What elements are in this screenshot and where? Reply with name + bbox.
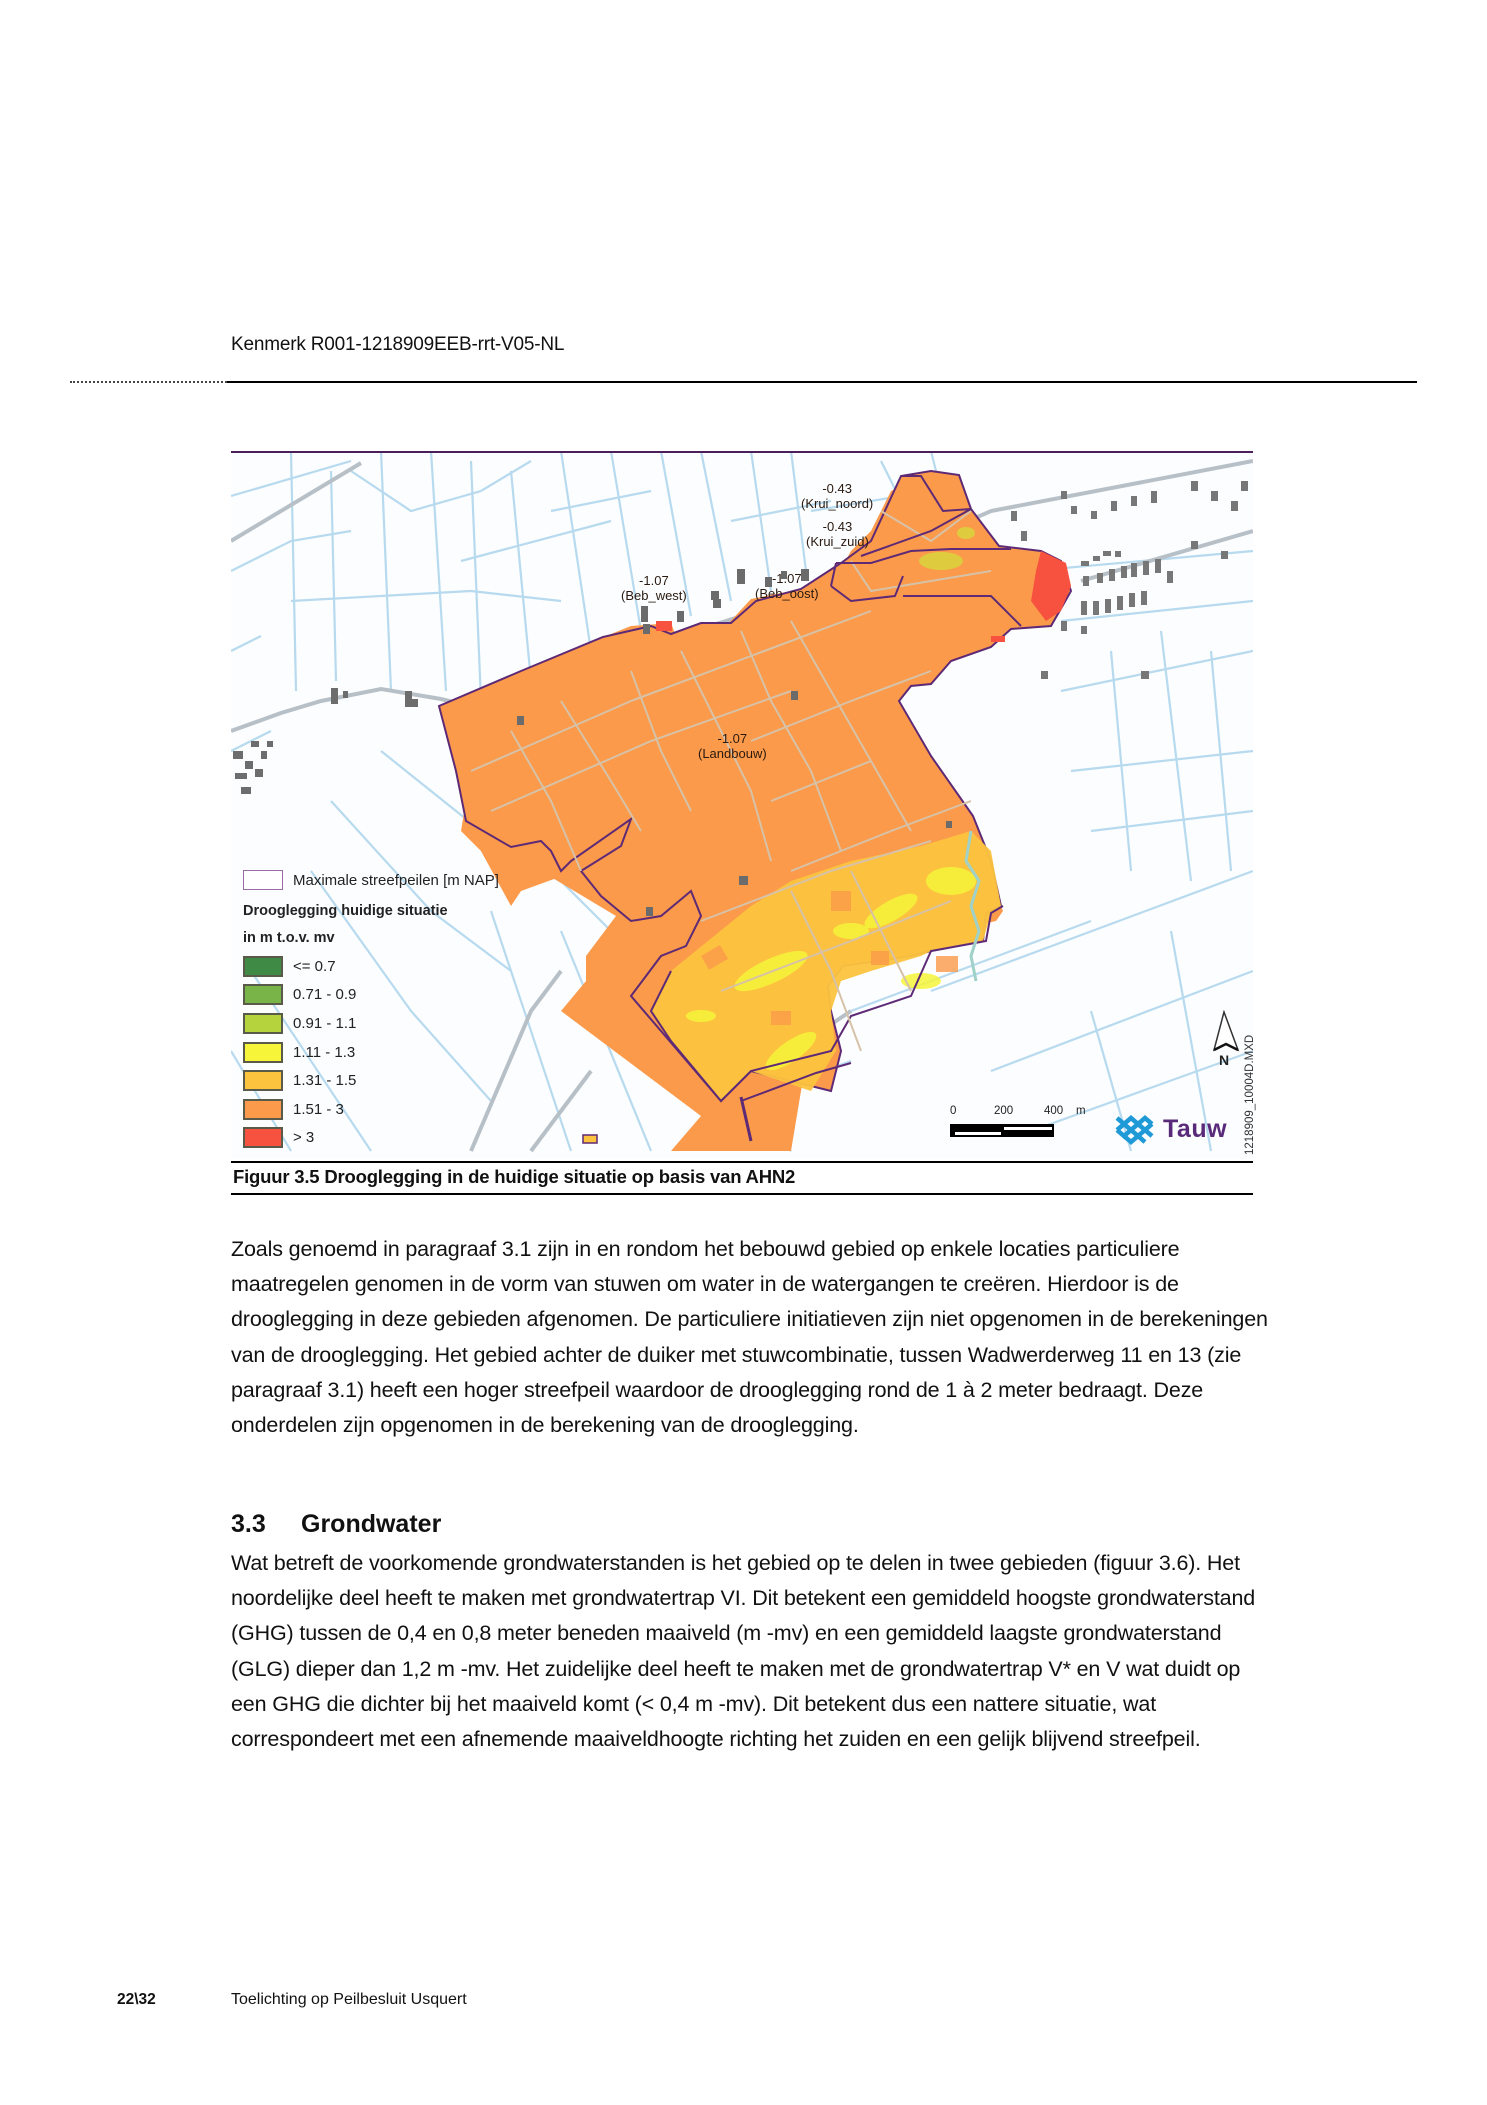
mxd-file-label: 1218909_10004D.MXD — [1244, 1034, 1256, 1155]
legend-swatch — [243, 984, 283, 1005]
legend-zone-label: Maximale streefpeilen [m NAP] — [293, 871, 499, 889]
section-title: Grondwater — [301, 1510, 442, 1538]
scale-bar-graphic — [950, 1124, 1054, 1137]
scale-tick: 0 — [950, 1105, 957, 1117]
legend-swatch — [243, 1042, 283, 1063]
body-paragraph-2: Wat betreft de voorkomende grondwaterstanden is het gebied op te delen in twee gebieden (figuur 3.6). Het noordelijke deel heeft te maken met grondwatertrap VI. Dit betekent een gemiddeld hoogste grondwaterstand (GHG) tussen de 0,4 en 0,8 meter beneden maaiveld (m -mv) en een gemiddeld laagste grondwaterstand (GLG) dieper dan 1,2 m -mv. Het zuidelijke deel heeft te maken met de grondwatertrap V* en V wat duidt op een GHG die dichter bij het maaiveld komt (< 0,4 m -mv). Dit betekent dus een nattere situatie, wat correspondeert met een afnemende maaiveldhoogte richting het zuiden en een gelijk blijvend streefpeil. — [231, 1551, 1256, 1752]
tauw-logo — [1115, 1112, 1227, 1146]
legend-row — [243, 1095, 533, 1124]
map-label-landbouw — [698, 731, 767, 761]
legend-title — [243, 898, 533, 952]
document-reference: Kenmerk R001-1218909EEB-rrt-V05-NL — [231, 334, 565, 355]
map-label-zone: (Beb_oost) — [755, 586, 819, 601]
map-label-value: -1.07 — [717, 731, 748, 746]
legend-label: > 3 — [293, 1129, 315, 1147]
legend-row — [243, 1066, 533, 1095]
map-label-value: -1.07 — [639, 573, 669, 588]
map-label-krui-noord — [801, 481, 873, 511]
logo-text: Tauw — [1163, 1114, 1228, 1143]
legend-label: 0.71 - 0.9 — [293, 986, 357, 1004]
legend-row — [243, 1009, 533, 1038]
legend-row — [243, 1124, 533, 1153]
scale-bar — [950, 1105, 1090, 1137]
section-number: 3.3 — [231, 1510, 266, 1538]
header-rule — [227, 381, 1417, 383]
page-number: 22\32 — [117, 1991, 156, 2008]
legend-title-line1: Drooglegging huidige situatie — [243, 903, 448, 919]
map-label-value: -0.43 — [822, 481, 852, 496]
map-label-zone: (Krui_noord) — [801, 496, 874, 511]
section-heading — [231, 1510, 441, 1539]
north-arrow-icon — [1210, 1010, 1244, 1073]
body-paragraph-1: Zoals genoemd in paragraaf 3.1 zijn in en rondom het bebouwd gebied op enkele locaties particuliere maatregelen genomen in de vorm van stuwen om water in de watergangen te creëren. Hierdoor is de drooglegging in deze gebieden afgenomen. De particuliere initiatieven zijn niet opgenomen in de berekeningen van de drooglegging. Het gebied achter de duiker met stuwcombinatie, tussen Wadwerderweg 11 en 13 (zie paragraaf 3.1) heeft een hoger streefpeil waardoor de drooglegging rond de 1 à 2 meter bedraagt. Deze onderdelen zijn opgenomen in de berekening van de drooglegging. — [231, 1237, 1268, 1438]
scale-tick: 200 — [994, 1105, 1014, 1117]
map-label-beb-oost — [755, 571, 819, 601]
map-label-zone: (Krui_zuid) — [806, 534, 869, 549]
legend-label: <= 0.7 — [293, 957, 336, 975]
zone-outline-swatch — [243, 870, 283, 890]
legend-swatch — [243, 1070, 283, 1091]
scale-unit: m — [1076, 1105, 1086, 1117]
north-label: N — [1219, 1052, 1230, 1068]
legend-label: 1.51 - 3 — [293, 1100, 344, 1118]
map-legend — [243, 868, 533, 1152]
caption-rule-bottom — [231, 1193, 1253, 1195]
legend-label: 1.11 - 1.3 — [293, 1043, 356, 1061]
footer-document-title: Toelichting op Peilbesluit Usquert — [231, 1991, 467, 2008]
map-label-zone: (Beb_west) — [621, 588, 687, 603]
scale-tick: 400 — [1044, 1105, 1064, 1117]
scale-ticks — [950, 1105, 1090, 1121]
caption-rule-top — [231, 1161, 1253, 1163]
legend-label: 0.91 - 1.1 — [293, 1014, 357, 1032]
map-label-beb-west — [621, 573, 687, 603]
legend-row — [243, 981, 533, 1010]
legend-swatch — [243, 956, 283, 977]
map-label-zone: (Landbouw) — [698, 746, 767, 761]
legend-row — [243, 1038, 533, 1067]
legend-swatch — [243, 1013, 283, 1034]
figure-caption: Figuur 3.5 Drooglegging in de huidige situatie op basis van AHN2 — [233, 1166, 796, 1187]
legend-swatch — [243, 1099, 283, 1120]
legend-swatch — [243, 1127, 283, 1148]
figure-top-border — [231, 451, 1253, 453]
tauw-waves-icon — [1115, 1112, 1155, 1146]
map-label-value: -1.07 — [771, 571, 802, 586]
map-label-krui-zuid — [806, 519, 869, 549]
legend-label: 1.31 - 1.5 — [293, 1072, 357, 1090]
legend-zone-row — [243, 868, 533, 892]
map-label-value: -0.43 — [822, 519, 853, 534]
legend-row — [243, 952, 533, 981]
header-rule-dotted — [70, 381, 227, 383]
legend-title-line2: in m t.o.v. mv — [243, 930, 335, 946]
